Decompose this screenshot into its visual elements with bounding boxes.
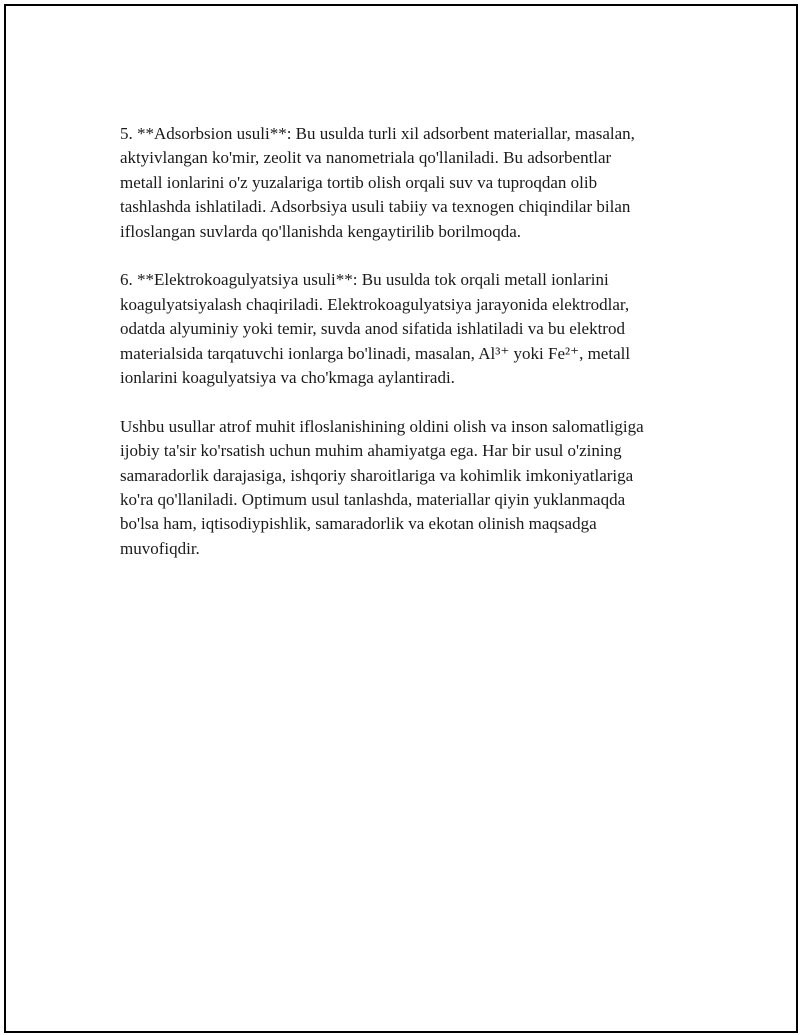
paragraph-electrocoagulation-method [120,268,700,390]
text-line: 6. **Elektrokoagulyatsiya usuli**: Bu usulda tok orqali metall ionlarini [120,270,609,290]
text-line: odatda alyuminiy yoki temir, suvda anod sifatida ishlatiladi va bu elektrod [120,319,625,339]
text-line: ifloslangan suvlarda qo'llanishda kengaytirilib borilmoqda. [120,221,522,241]
text-line: koagulyatsiyalash chaqiriladi. Elektrokoagulyatsiya jarayonida elektrodlar, [120,294,630,314]
paragraph-conclusion [120,415,700,561]
text-line: ko'ra qo'llaniladi. Optimum usul tanlashda, materiallar qiyin yuklanmaqda [120,490,626,510]
text-line: muvofiqdir. [120,538,200,558]
text-line: metall ionlarini o'z yuzalariga tortib olish orqali suv va tuproqdan olib [120,172,598,192]
document-page [4,4,798,1033]
text-line: ionlarini koagulyatsiya va cho'kmaga aylantiradi. [120,368,455,388]
text-line: samaradorlik darajasiga, ishqoriy sharoitlariga va kohimlik imkoniyatlariga [120,465,634,485]
paragraph-adsorption-method [120,122,700,244]
text-line: tashlashda ishlatiladi. Adsorbsiya usuli tabiiy va texnogen chiqindilar bilan [120,197,631,217]
document-body [120,122,700,586]
text-line: ijobiy ta'sir ko'rsatish uchun muhim ahamiyatga ega. Har bir usul o'zining [120,441,622,461]
text-line: materialsida tarqatuvchi ionlarga bo'linadi, masalan, Al³⁺ yoki Fe²⁺, metall [120,343,631,363]
text-line: 5. **Adsorbsion usuli**: Bu usulda turli xil adsorbent materiallar, masalan, [120,124,635,143]
text-line: aktyivlangan ko'mir, zeolit va nanometriala qo'llaniladi. Bu adsorbentlar [120,148,612,168]
text-line: Ushbu usullar atrof muhit ifloslanishining oldini olish va inson salomatligiga [120,416,644,436]
text-line: bo'lsa ham, iqtisodiypishlik, samaradorlik va ekotan olinish maqsadga [120,514,597,534]
